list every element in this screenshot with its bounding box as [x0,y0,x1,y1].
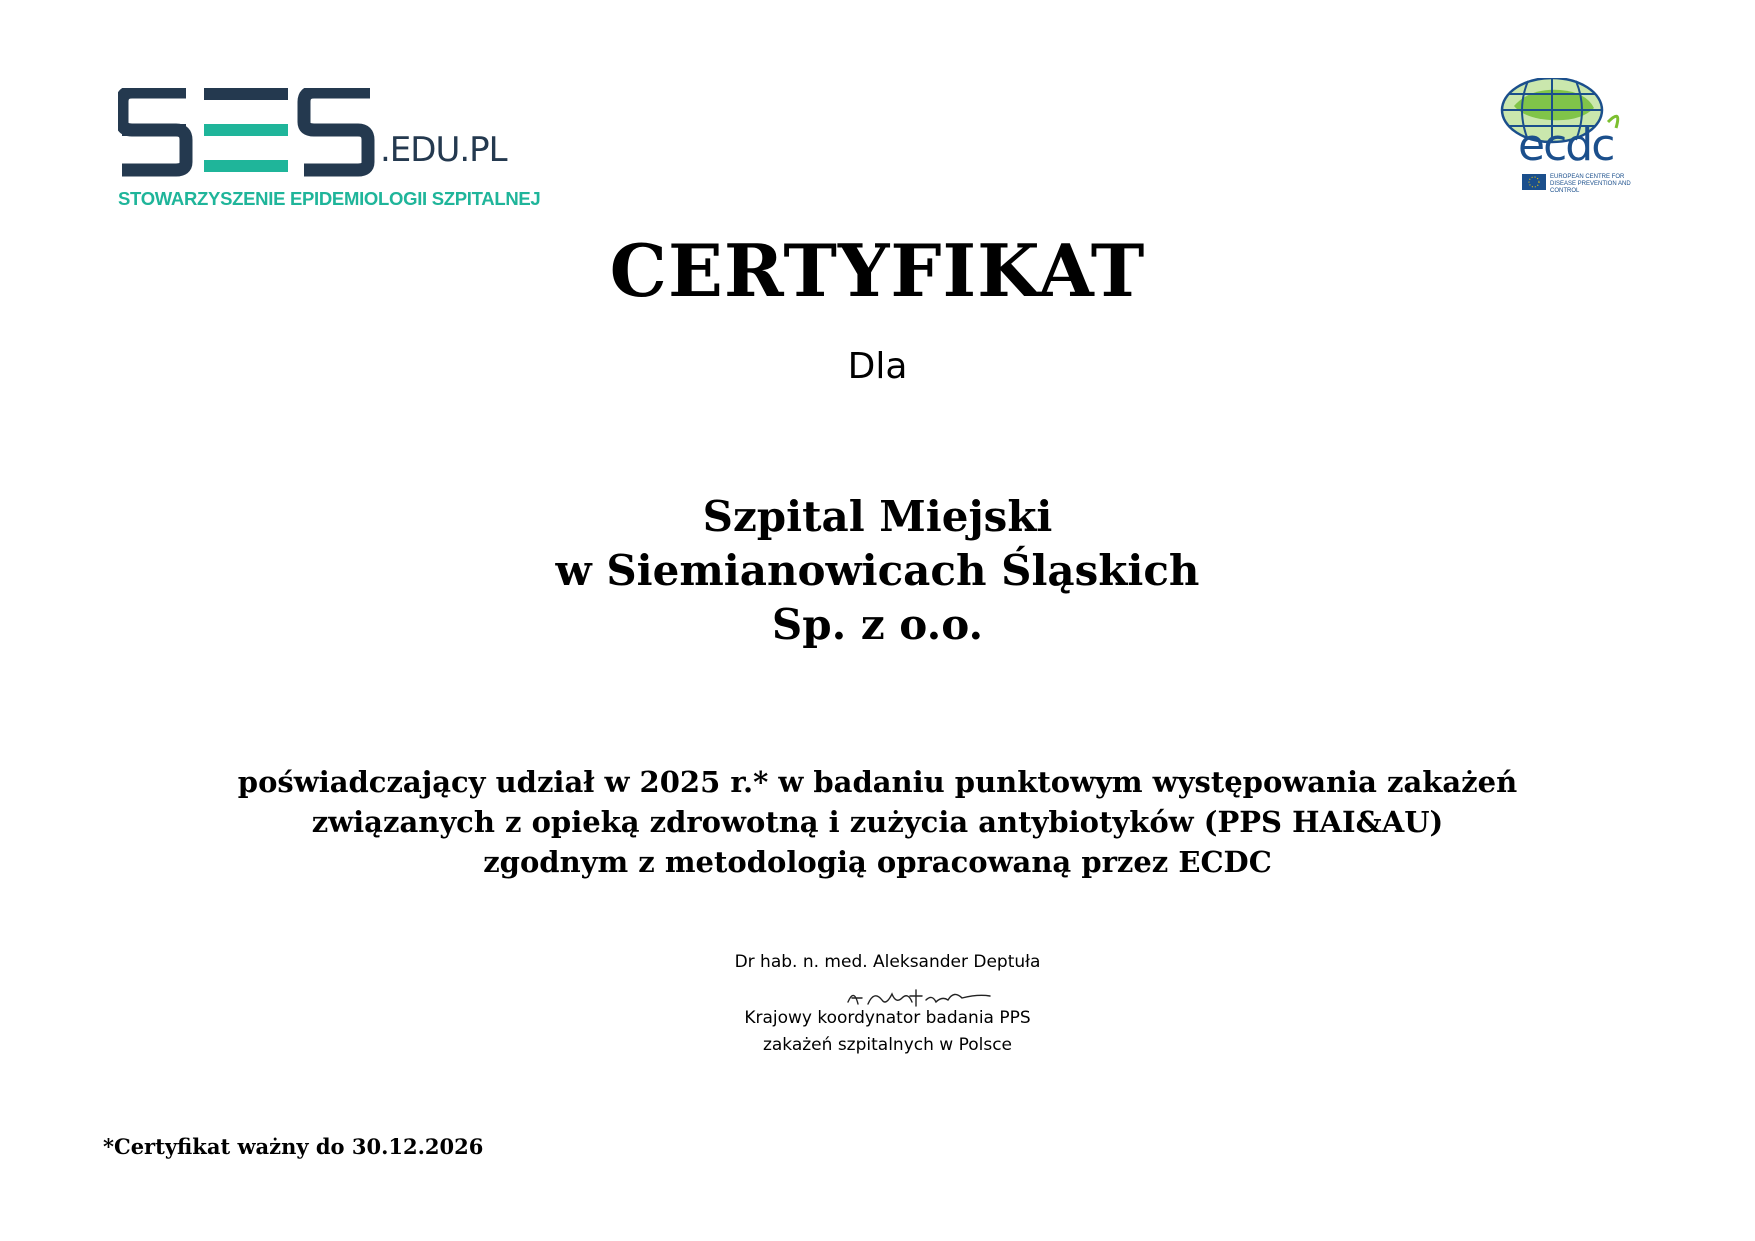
statement-line: zgodnym z metodologią opracowaną przez ECDC [483,845,1272,879]
signatory-role-line: zakażeń szpitalnych w Polsce [762,1035,1013,1055]
signatory-name: Dr hab. n. med. Aleksander Deptuła [734,952,1041,972]
recipient-line: Sp. z o.o. [771,600,984,649]
for-label: Dla [847,346,908,387]
statement-line: związanych z opieką zdrowotną i zużycia antybiotyków (PPS HAI&AU) [311,805,1444,839]
ses-letters-graphic [118,88,380,180]
recipient-name [0,490,1755,652]
ecdc-logo [1490,78,1640,198]
ses-tagline: STOWARZYSZENIE EPIDEMIOLOGII SZPITALNEJ [118,188,541,209]
ecdc-full-name: EUROPEAN CENTRE FOR DISEASE PREVENTION AND CONTROL [1550,174,1631,194]
ses-domain-text: .EDU.PL [380,130,507,170]
certificate-title: CERTYFIKAT [609,228,1146,313]
ses-logo [118,88,541,218]
recipient-line: Szpital Miejski [702,492,1053,541]
validity-footnote: *Certyfikat ważny do 30.12.2026 [103,1134,484,1159]
certificate-statement [0,762,1755,882]
ecdc-wordmark: ecdc [1518,120,1614,171]
statement-line: poświadczający udział w 2025 r.* w badaniu punktowym występowania zakażeń [237,765,1518,799]
recipient-line: w Siemianowicach Śląskich [555,546,1200,595]
signatory-role-line: Krajowy koordynator badania PPS [744,1008,1031,1028]
